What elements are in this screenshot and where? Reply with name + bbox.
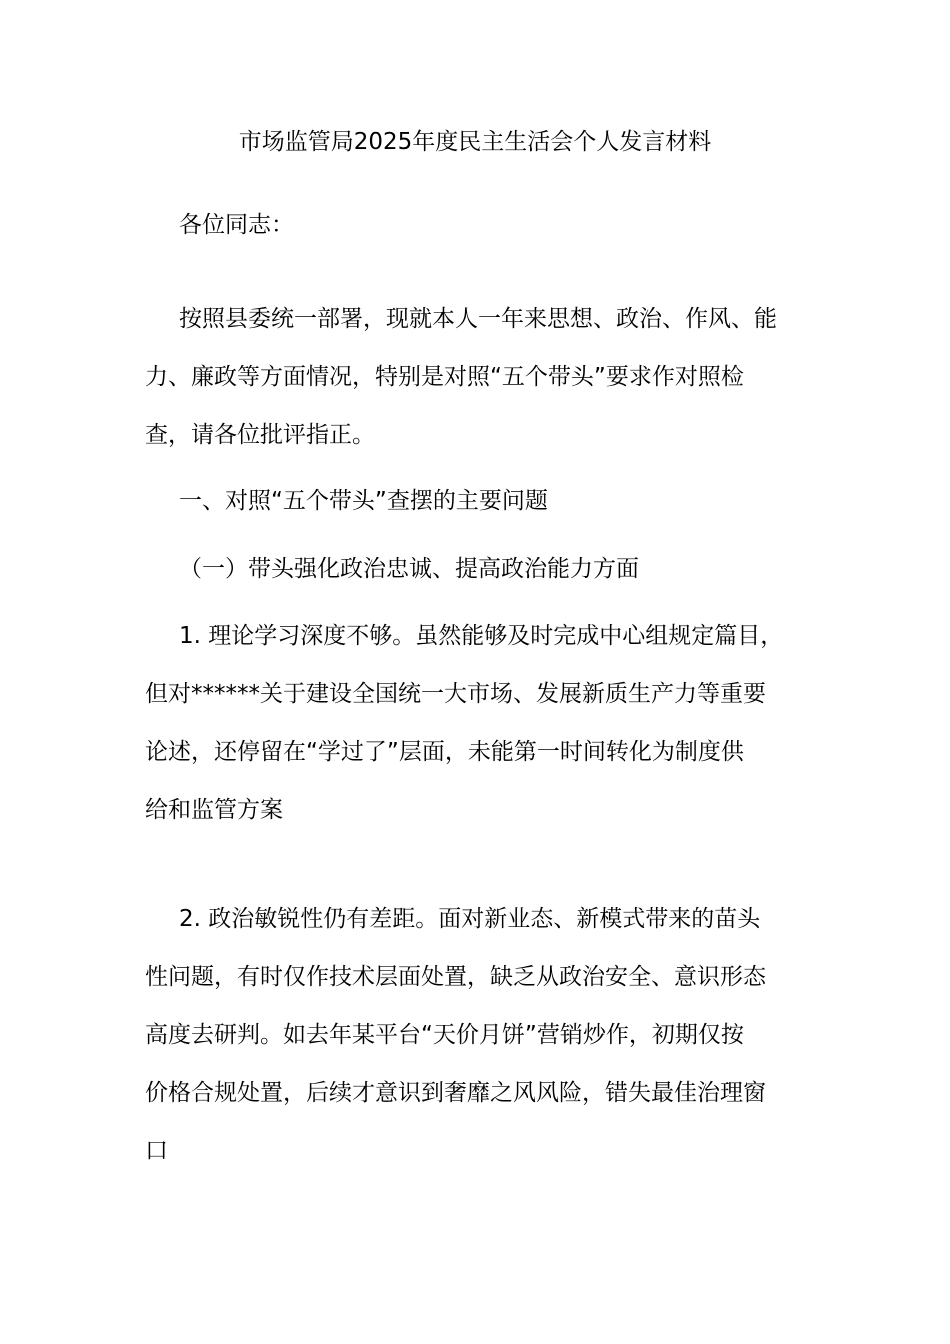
- intro-paragraph: [145, 290, 810, 464]
- section-heading: [145, 472, 810, 530]
- subsection-heading: [145, 540, 810, 598]
- paragraph-line: 论述，还停留在“学过了”层面，未能第一时间转化为制度供: [145, 739, 744, 765]
- salutation-text: 各位同志：: [179, 212, 294, 238]
- paragraph-line: 1. 理论学习深度不够。虽然能够及时完成中心组规定篇目，: [179, 623, 784, 649]
- subsection-heading-text: （一）带头强化政治忠诚、提高政治能力方面: [179, 556, 639, 582]
- paragraph-line: 2. 政治敏锐性仍有差距。面对新业态、新模式带来的苗头: [179, 906, 761, 932]
- paragraph-line: 按照县委统一部署，现就本人一年来思想、政治、作风、能: [179, 306, 777, 332]
- paragraph-line: 给和监管方案: [145, 797, 283, 823]
- section-heading-text: 一、对照“五个带头”查摆的主要问题: [179, 488, 548, 514]
- paragraph-line: 力、廉政等方面情况，特别是对照“五个带头”要求作对照检: [145, 364, 744, 390]
- document-title: 市场监管局2025年度民主生活会个人发言材料: [238, 129, 712, 155]
- item-2-paragraph: [145, 890, 810, 1180]
- paragraph-line: 但对******关于建设全国统一大市场、发展新质生产力等重要: [145, 681, 766, 707]
- paragraph-line: 口: [145, 1138, 168, 1164]
- paragraph-line: 性问题，有时仅作技术层面处置，缺乏从政治安全、意识形态: [145, 964, 766, 990]
- salutation: [145, 196, 810, 254]
- paragraph-line: 高度去研判。如去年某平台“天价月饼”营销炒作，初期仅按: [145, 1022, 744, 1048]
- paragraph-line: 查，请各位批评指正。: [145, 422, 375, 448]
- paragraph-line: 价格合规处置，后续才意识到奢靡之风风险，错失最佳治理窗: [145, 1080, 766, 1106]
- item-1-paragraph: [145, 607, 810, 839]
